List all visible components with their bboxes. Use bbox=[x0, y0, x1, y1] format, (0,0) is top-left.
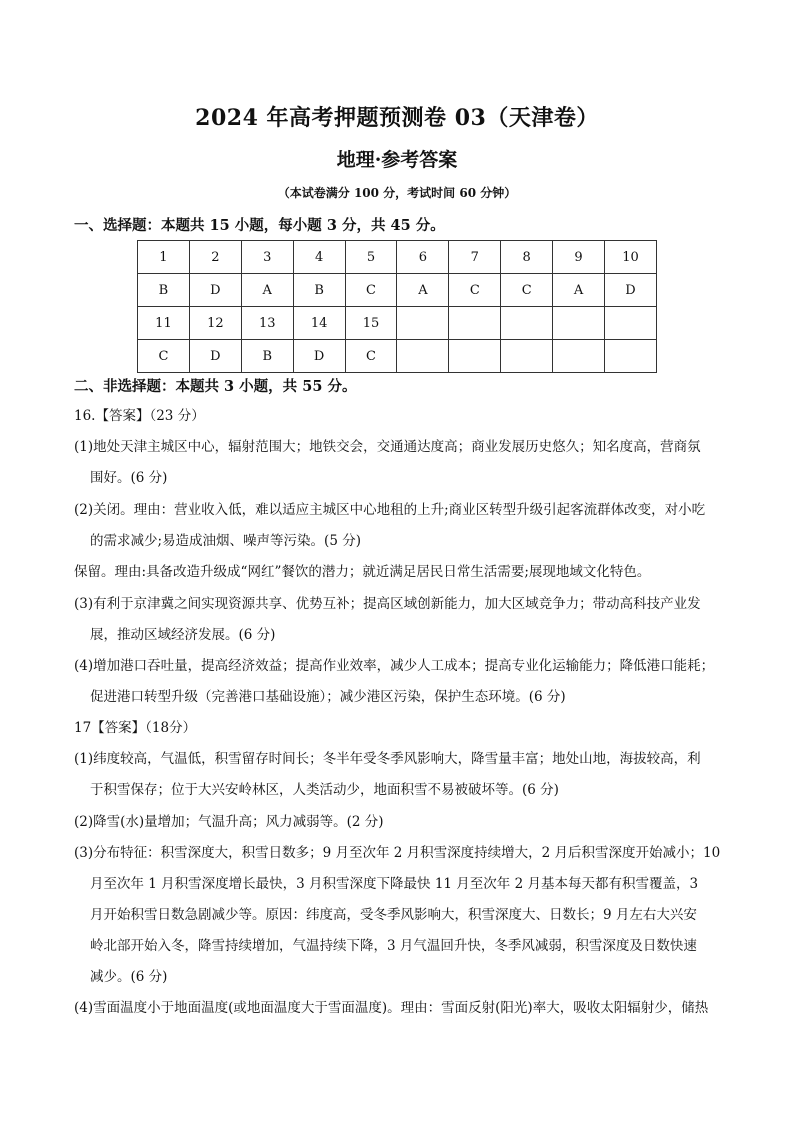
table-cell bbox=[553, 340, 605, 373]
table-cell: C bbox=[138, 340, 190, 373]
answer-line: (3)分布特征：积雪深度大，积雪日数多；9 月至次年 2 月积雪深度持续增大，2 月后积雪深度开始减小；10 bbox=[74, 845, 721, 861]
table-cell: 11 bbox=[138, 307, 190, 340]
exam-note: （本试卷满分 100 分，考试时间 60 分钟） bbox=[277, 186, 517, 200]
table-cell: 7 bbox=[449, 241, 501, 274]
table-cell: 5 bbox=[345, 241, 397, 274]
table-cell: 3 bbox=[241, 241, 293, 274]
answer-line: 的需求减少;易造成油烟、噪声等污染。(5 分) bbox=[90, 533, 361, 549]
answer-line: (2)关闭。理由：营业收入低，难以适应主城区中心地租的上升;商业区转型升级引起客流群体改变，对小吃 bbox=[74, 502, 706, 518]
table-cell: D bbox=[293, 340, 345, 373]
table-cell: C bbox=[345, 340, 397, 373]
table-cell: B bbox=[241, 340, 293, 373]
answer-line: 月开始积雪日数急剧减少等。原因：纬度高，受冬季风影响大，积雪深度大、日数长；9 月左右大兴安 bbox=[90, 907, 697, 923]
table-cell: 6 bbox=[397, 241, 449, 274]
answer-line: (2)降雪(水)量增加；气温升高；风力减弱等。(2 分) bbox=[74, 814, 384, 830]
answer-table bbox=[137, 240, 657, 373]
table-cell: 10 bbox=[605, 241, 657, 274]
table-row bbox=[138, 241, 657, 274]
page-subtitle: 地理·参考答案 bbox=[336, 149, 458, 171]
answer-line: 于积雪保存；位于大兴安岭林区，人类活动少，地面积雪不易被破坏等。(6 分) bbox=[90, 782, 559, 798]
answer-line: (1)纬度较高，气温低，积雪留存时间长；冬半年受冬季风影响大，降雪量丰富；地处山地，海拔较高，利 bbox=[74, 751, 701, 767]
table-cell: 1 bbox=[138, 241, 190, 274]
answer-line: 促进港口转型升级（完善港口基础设施）；减少港区污染，保护生态环境。(6 分) bbox=[90, 689, 566, 705]
table-cell: 8 bbox=[501, 241, 553, 274]
table-cell: 4 bbox=[293, 241, 345, 274]
table-cell: D bbox=[189, 340, 241, 373]
table-cell: A bbox=[397, 274, 449, 307]
table-cell: A bbox=[553, 274, 605, 307]
answer-line: 岭北部开始入冬，降雪持续增加，气温持续下降，3 月气温回升快，冬季风减弱，积雪深度及日数快速 bbox=[90, 938, 697, 954]
table-cell bbox=[501, 340, 553, 373]
table-cell: B bbox=[293, 274, 345, 307]
answer-line: (4)增加港口吞吐量，提高经济效益；提高作业效率，减少人工成本；提高专业化运输能力；降低港口能耗； bbox=[74, 658, 715, 674]
answer-line: 保留。理由:具备改造升级成“网红”餐饮的潜力；就近满足居民日常生活需要;展现地域文化特色。 bbox=[74, 564, 651, 580]
answer-line: 17【答案】（18分） bbox=[74, 720, 197, 736]
answer-line: 16.【答案】（23 分） bbox=[74, 408, 205, 424]
table-row bbox=[138, 340, 657, 373]
table-cell: D bbox=[605, 274, 657, 307]
page-title: 2024 年高考押题预测卷 03（天津卷） bbox=[195, 105, 599, 131]
table-cell: 2 bbox=[189, 241, 241, 274]
table-cell bbox=[397, 340, 449, 373]
table-cell: D bbox=[189, 274, 241, 307]
table-cell bbox=[605, 340, 657, 373]
answer-line: (1)地处天津主城区中心，辐射范围大；地铁交会，交通通达度高；商业发展历史悠久；知名度高，营商氛 bbox=[74, 439, 701, 455]
table-cell bbox=[449, 307, 501, 340]
answer-line: 减少。(6 分) bbox=[90, 969, 168, 985]
answer-line: (4)雪面温度小于地面温度(或地面温度大于雪面温度)。理由：雪面反射(阳光)率大，吸收太阳辐射少，储热 bbox=[74, 1000, 709, 1016]
section1-heading: 一、选择题：本题共 15 小题，每小题 3 分，共 45 分。 bbox=[74, 217, 445, 234]
table-cell: C bbox=[449, 274, 501, 307]
table-cell bbox=[397, 307, 449, 340]
table-cell: B bbox=[138, 274, 190, 307]
table-cell: 15 bbox=[345, 307, 397, 340]
table-cell bbox=[605, 307, 657, 340]
table-cell bbox=[501, 307, 553, 340]
table-cell: 12 bbox=[189, 307, 241, 340]
table-cell bbox=[553, 307, 605, 340]
table-cell: 9 bbox=[553, 241, 605, 274]
answer-line: 展，推动区域经济发展。(6 分) bbox=[90, 627, 276, 643]
table-cell: C bbox=[345, 274, 397, 307]
table-cell: C bbox=[501, 274, 553, 307]
table-cell: 14 bbox=[293, 307, 345, 340]
table-cell: 13 bbox=[241, 307, 293, 340]
table-row bbox=[138, 274, 657, 307]
table-cell bbox=[449, 340, 501, 373]
answer-line: 围好。(6 分) bbox=[90, 470, 168, 486]
table-row bbox=[138, 307, 657, 340]
answer-line: 月至次年 1 月积雪深度增长最快，3 月积雪深度下降最快 11 月至次年 2 月基本每天都有积雪覆盖，3 bbox=[90, 876, 699, 892]
table-cell: A bbox=[241, 274, 293, 307]
answer-line: (3)有利于京津冀之间实现资源共享、优势互补；提高区域创新能力，加大区域竞争力；带动高科技产业发 bbox=[74, 596, 701, 612]
section2-heading: 二、非选择题：本题共 3 小题，共 55 分。 bbox=[74, 378, 357, 395]
